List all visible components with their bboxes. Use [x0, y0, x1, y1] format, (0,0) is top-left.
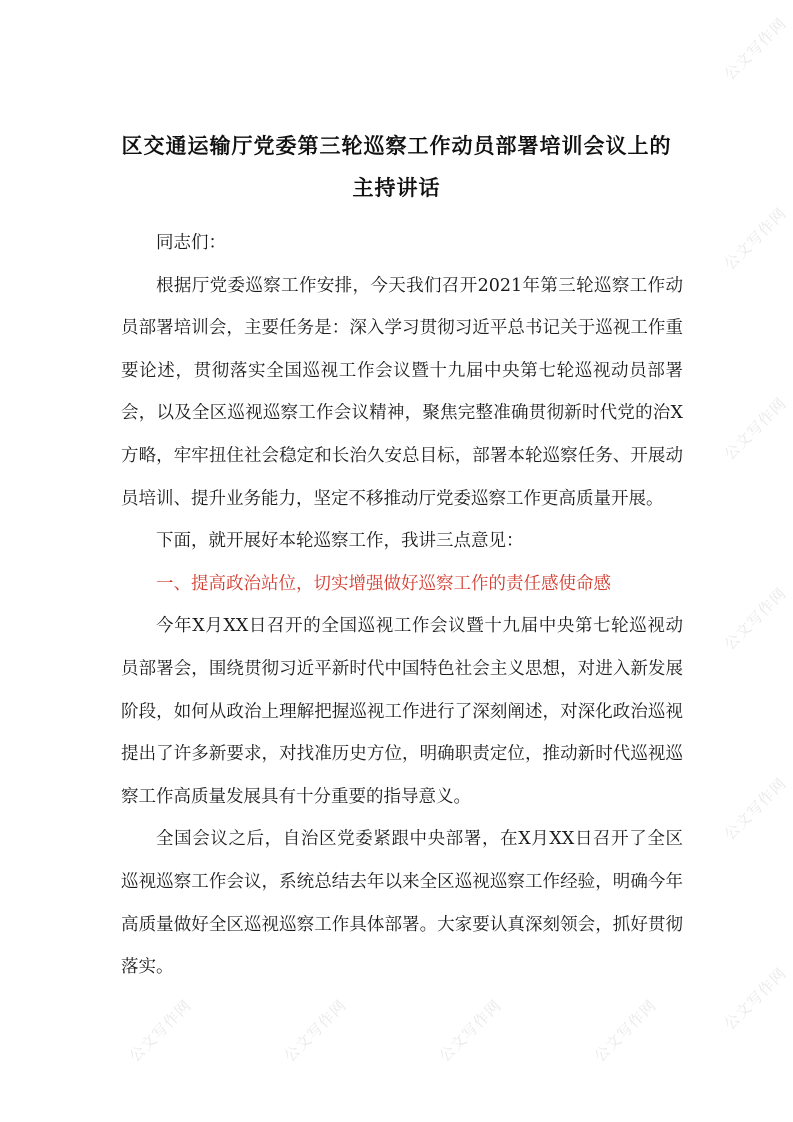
watermark: 公文写作网: [280, 996, 351, 1066]
watermark: 公文写作网: [720, 204, 791, 274]
watermark: 公文写作网: [720, 964, 791, 1034]
watermark: 公文写作网: [720, 584, 791, 654]
watermark: 公文写作网: [590, 996, 661, 1066]
watermark: 公文写作网: [435, 996, 506, 1066]
watermark: 公文写作网: [720, 394, 791, 464]
page-title-line2: 主持讲话: [352, 175, 441, 200]
paragraph: 下面，就开展好本轮巡察工作，我讲三点意见：: [156, 531, 524, 552]
salutation: 同志们：: [156, 233, 226, 253]
paragraph: 根据厅党委巡察工作安排，今天我们召开2021年第三轮巡察工作动员部署培训会，主要任务是：深入学习贯彻习近平总书记关于巡视工作重要论述，贯彻落实全国巡视工作会议暨十九届中央第七轮巡视动员部署会，以及全区巡视巡察工作会议精神，聚焦完整准确贯彻新时代党的治X方略，牢牢扭住社会稳定和长治久安总目标，部署本轮巡察任务、开展动员培训、提升业务能力，坚定不移推动厅党委巡察工作更高质量开展。: [121, 275, 683, 509]
paragraph: 今年X月XX日召开的全国巡视工作会议暨十九届中央第七轮巡视动员部署会，围绕贯彻习近平新时代中国特色社会主义思想，对进入新发展阶段，如何从政治上理解把握巡视工作进行了深刻阐述，对深化政治巡视提出了许多新要求，对找准历史方位，明确职责定位，推动新时代巡视巡察工作高质量发展具有十分重要的指导意义。: [121, 616, 683, 807]
section-heading: 一、提高政治站位，切实增强做好巡察工作的责任感使命感: [156, 573, 611, 594]
watermark: 公文写作网: [720, 14, 791, 84]
page-title: 区交通运输厅党委第三轮巡察工作动员部署培训会议上的: [121, 133, 672, 158]
watermark: 公文写作网: [720, 774, 791, 844]
paragraph: 全国会议之后，自治区党委紧跟中央部署，在X月XX日召开了全区巡视巡察工作会议，系统总结去年以来全区巡视巡察工作经验，明确今年高质量做好全区巡视巡察工作具体部署。大家要认真深刻领会，抓好贯彻落实。: [121, 829, 683, 978]
watermark: 公文写作网: [125, 996, 196, 1066]
document-body: [121, 222, 683, 989]
